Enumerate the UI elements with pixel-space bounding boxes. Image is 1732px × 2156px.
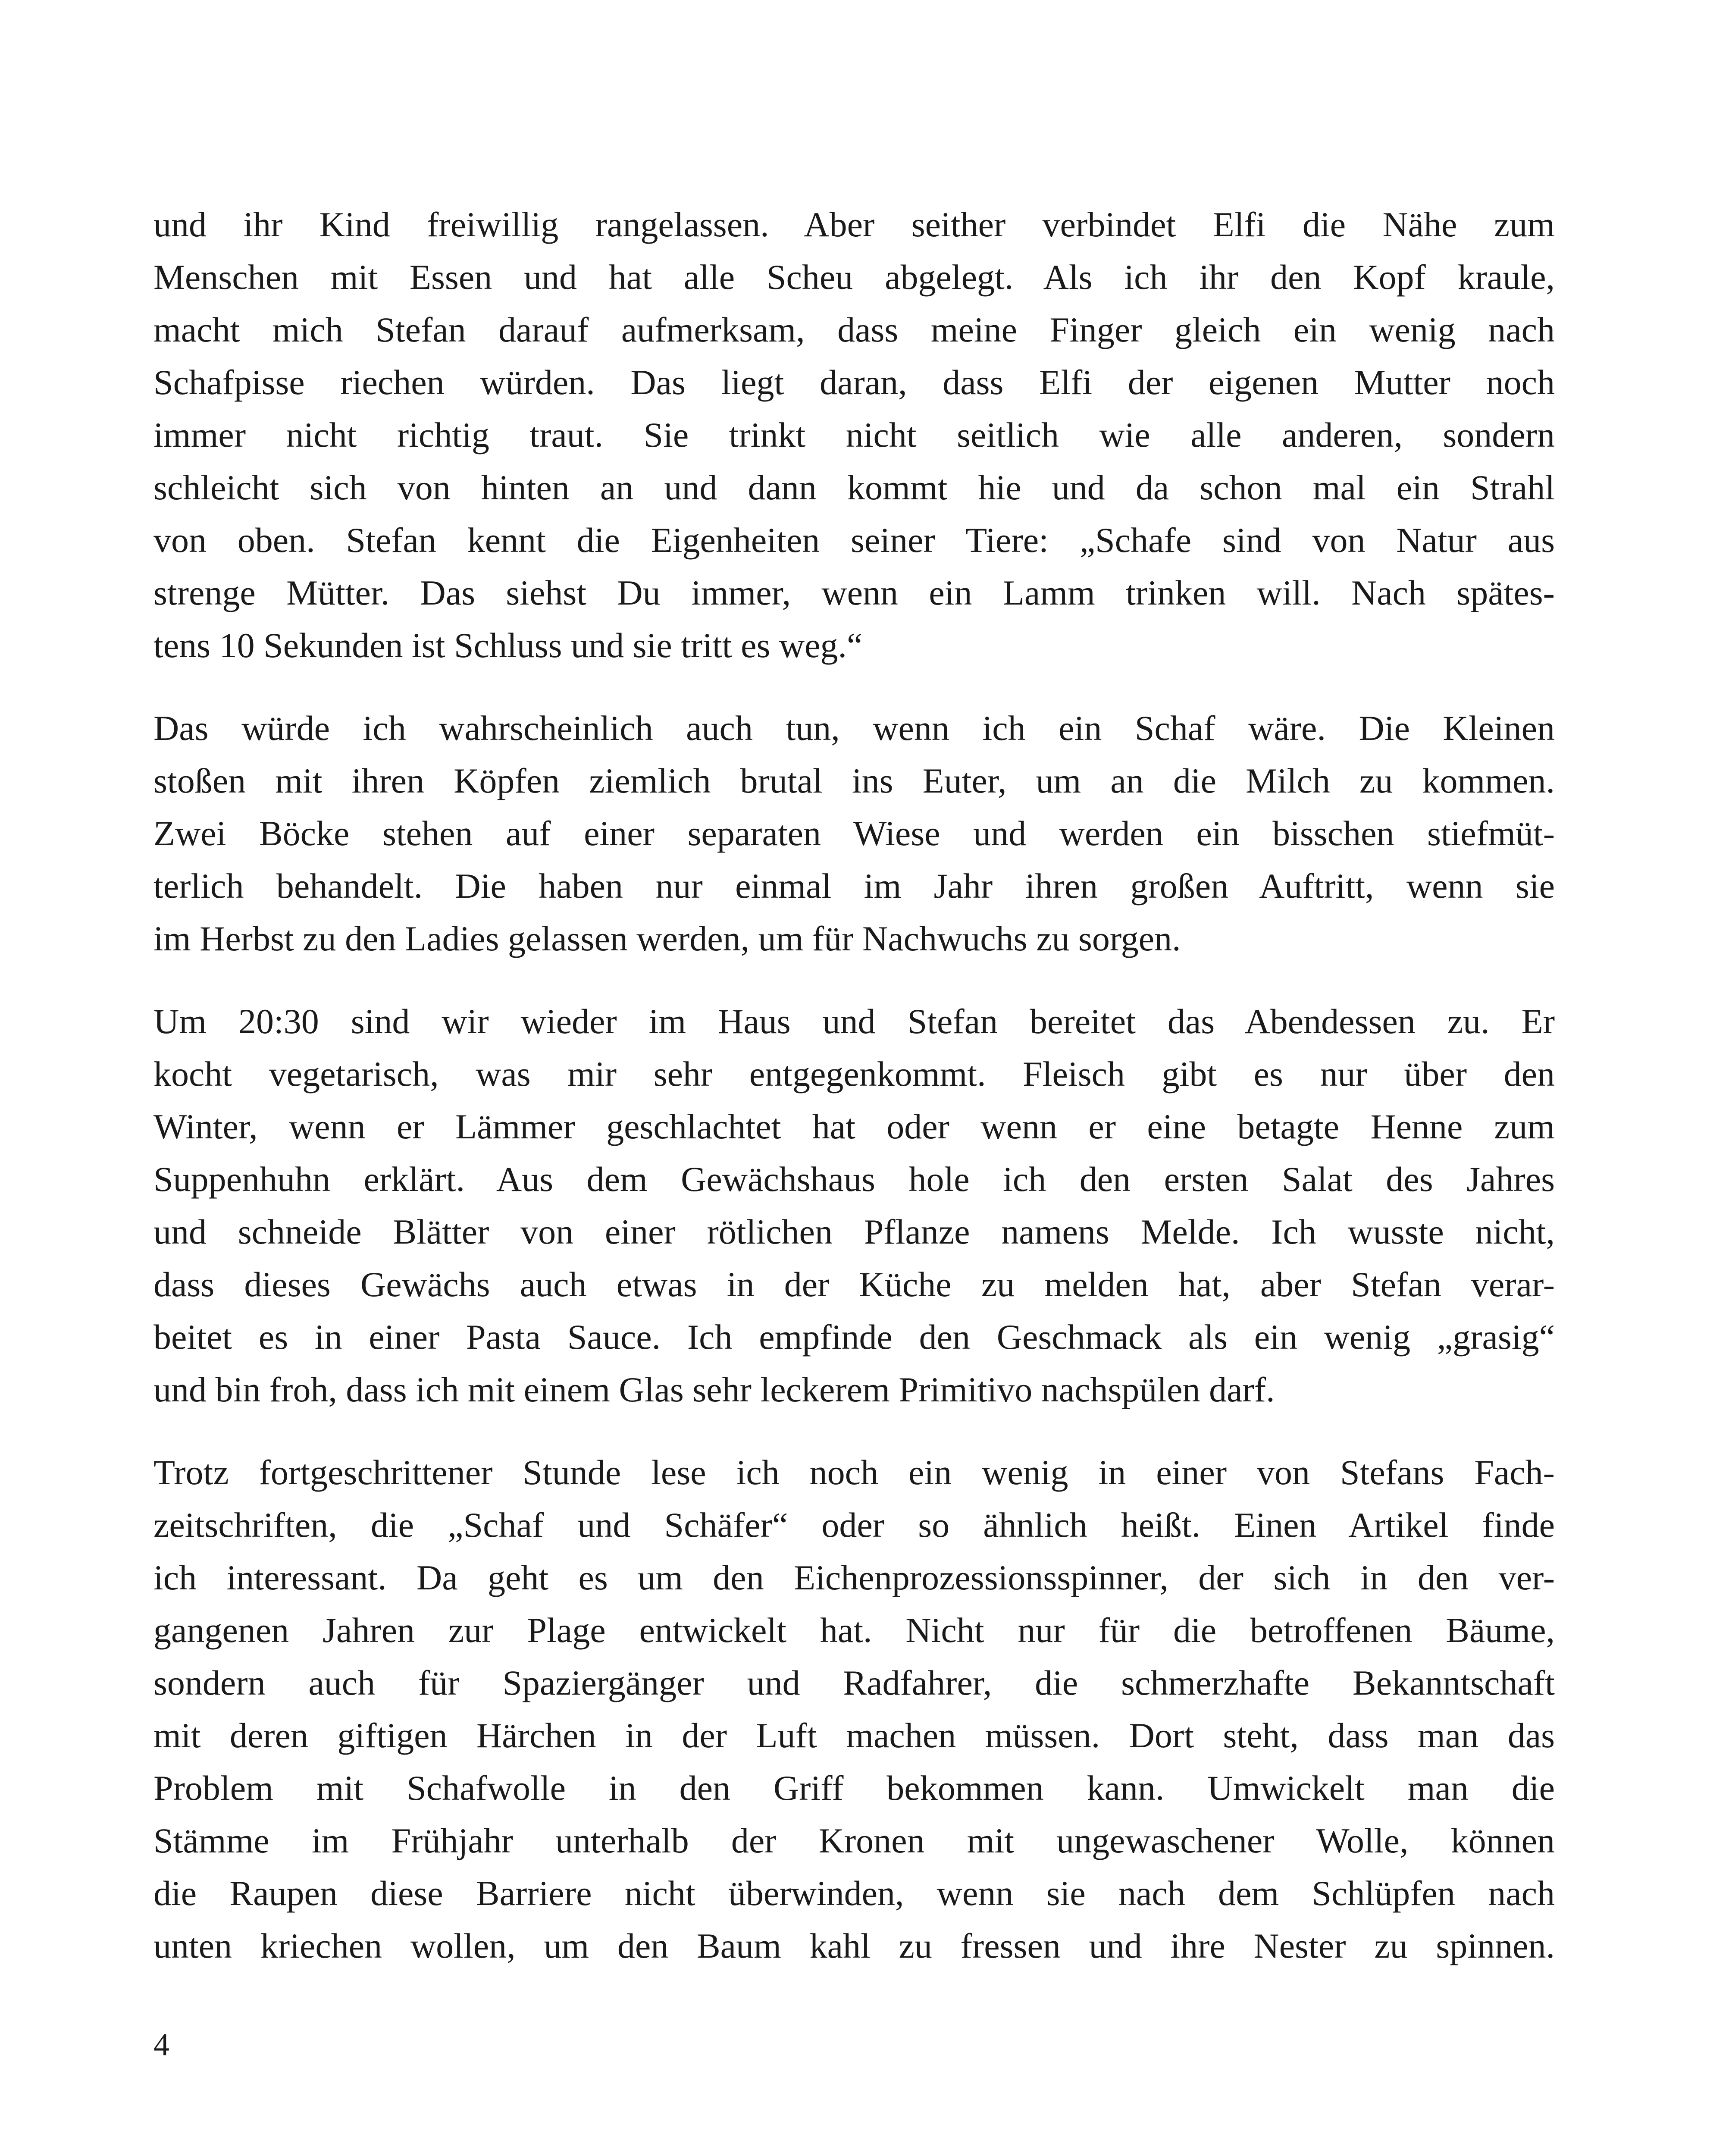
text-line: Stämme im Frühjahr unterhalb der Kronen mit ungewaschener Wolle, können bbox=[153, 1821, 1555, 1860]
text-line: Winter, wenn er Lämmer geschlachtet hat oder wenn er eine betagte Henne zum bbox=[153, 1107, 1555, 1146]
paragraph bbox=[153, 995, 1555, 1416]
text-line: ich interessant. Da geht es um den Eichenprozessionsspinner, der sich in den ver- bbox=[153, 1558, 1555, 1597]
text-line: Schafpisse riechen würden. Das liegt daran, dass Elfi der eigenen Mutter noch bbox=[153, 363, 1555, 402]
text-line: Zwei Böcke stehen auf einer separaten Wiese und werden ein bisschen stiefmüt- bbox=[153, 814, 1555, 853]
text-line: terlich behandelt. Die haben nur einmal im Jahr ihren großen Auftritt, wenn sie bbox=[153, 866, 1555, 906]
text-line: strenge Mütter. Das siehst Du immer, wenn ein Lamm trinken will. Nach spätes- bbox=[153, 573, 1555, 612]
text-line: macht mich Stefan darauf aufmerksam, dass meine Finger gleich ein wenig nach bbox=[153, 310, 1555, 349]
text-line: immer nicht richtig traut. Sie trinkt nicht seitlich wie alle anderen, sondern bbox=[153, 415, 1555, 454]
text-line: sondern auch für Spaziergänger und Radfahrer, die schmerzhafte Bekanntschaft bbox=[153, 1663, 1555, 1702]
text-line: tens 10 Sekunden ist Schluss und sie tritt es weg.“ bbox=[153, 626, 863, 665]
paragraph bbox=[153, 702, 1555, 965]
text-line: Das würde ich wahrscheinlich auch tun, wenn ich ein Schaf wäre. Die Kleinen bbox=[153, 708, 1555, 748]
page-body bbox=[153, 198, 1555, 2002]
text-line: stoßen mit ihren Köpfen ziemlich brutal ins Euter, um an die Milch zu kommen. bbox=[153, 761, 1555, 800]
page-number: 4 bbox=[153, 2027, 169, 2062]
text-line: gangenen Jahren zur Plage entwickelt hat. Nicht nur für die betroffenen Bäume, bbox=[153, 1611, 1555, 1650]
text-line: und ihr Kind freiwillig rangelassen. Aber seither verbindet Elfi die Nähe zum bbox=[153, 205, 1555, 244]
text-line: beitet es in einer Pasta Sauce. Ich empfinde den Geschmack als ein wenig „grasig“ bbox=[153, 1317, 1555, 1357]
text-line: von oben. Stefan kennt die Eigenheiten seiner Tiere: „Schafe sind von Natur aus bbox=[153, 520, 1555, 560]
text-line: Um 20:30 sind wir wieder im Haus und Stefan bereitet das Abendessen zu. Er bbox=[153, 1002, 1555, 1041]
text-line: dass dieses Gewächs auch etwas in der Küche zu melden hat, aber Stefan verar- bbox=[153, 1265, 1555, 1304]
text-line: die Raupen diese Barriere nicht überwinden, wenn sie nach dem Schlüpfen nach bbox=[153, 1874, 1555, 1913]
text-line: Trotz fortgeschrittener Stunde lese ich noch ein wenig in einer von Stefans Fach- bbox=[153, 1453, 1555, 1492]
text-line: schleicht sich von hinten an und dann kommt hie und da schon mal ein Strahl bbox=[153, 468, 1555, 507]
text-line: Suppenhuhn erklärt. Aus dem Gewächshaus hole ich den ersten Salat des Jahres bbox=[153, 1159, 1555, 1199]
text-line: Menschen mit Essen und hat alle Scheu abgelegt. Als ich ihr den Kopf kraule, bbox=[153, 257, 1555, 297]
text-line: kocht vegetarisch, was mir sehr entgegenkommt. Fleisch gibt es nur über den bbox=[153, 1054, 1555, 1094]
text-line: zeitschriften, die „Schaf und Schäfer“ oder so ähnlich heißt. Einen Artikel finde bbox=[153, 1505, 1555, 1545]
text-line: und bin froh, dass ich mit einem Glas sehr leckerem Primitivo nachspülen darf. bbox=[153, 1370, 1275, 1409]
text-line: im Herbst zu den Ladies gelassen werden, um für Nachwuchs zu sorgen. bbox=[153, 919, 1181, 958]
paragraph bbox=[153, 198, 1555, 672]
text-line: mit deren giftigen Härchen in der Luft machen müssen. Dort steht, dass man das bbox=[153, 1716, 1555, 1755]
text-line: unten kriechen wollen, um den Baum kahl zu fressen und ihre Nester zu spinnen. bbox=[153, 1926, 1555, 1965]
paragraph bbox=[153, 1446, 1555, 1972]
text-line: und schneide Blätter von einer rötlichen Pflanze namens Melde. Ich wusste nicht, bbox=[153, 1212, 1555, 1251]
text-line: Problem mit Schafwolle in den Griff bekommen kann. Umwickelt man die bbox=[153, 1768, 1555, 1808]
